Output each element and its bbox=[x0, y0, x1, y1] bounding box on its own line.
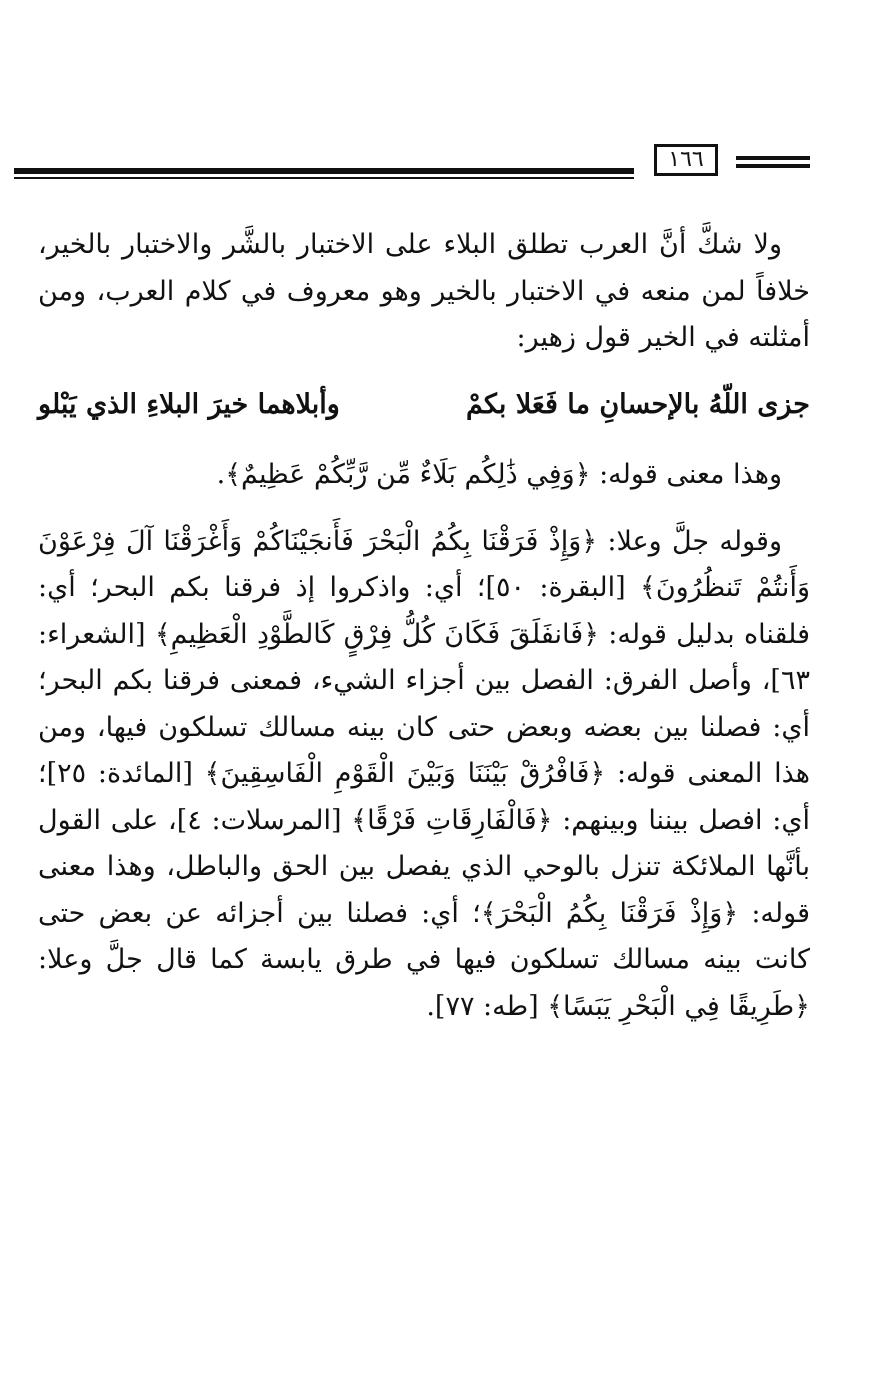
header-rule-thin bbox=[14, 177, 634, 179]
header-rule-short-top bbox=[736, 156, 810, 160]
paragraph-meaning: وهذا معنى قوله: ﴿وَفِي ذَٰلِكُم بَلَاءٌ مِّن رَّبِّكُمْ عَظِيمٌ﴾. bbox=[216, 459, 782, 490]
page-number: ١٦٦ bbox=[654, 144, 718, 176]
poetry-verse bbox=[38, 382, 810, 429]
verse-first-hemistich: جزى اللّهُ بالإحسانِ ما فَعَلا بكمْ bbox=[466, 388, 810, 420]
paragraph-intro: ولا شكَّ أنَّ العرب تطلق البلاء على الاختبار بالشَّر والاختبار بالخير، خلافاً لمن منعه في الاختبار بالخير وهو معروف في كلام العرب، ومن أمثلته في الخير قول زهير: bbox=[38, 229, 810, 353]
verse-second-hemistich: وأبلاهما خيرَ البلاءِ الذي يَبْلو bbox=[38, 388, 340, 420]
paragraph-commentary: وقوله جلَّ وعلا: ﴿وَإِذْ فَرَقْنَا بِكُمُ الْبَحْرَ فَأَنجَيْنَاكُمْ وَأَغْرَقْنَا آلَ فِرْعَوْنَ وَأَنتُمْ تَنظُرُونَ﴾ [البقرة: ٥٠]؛ أي: واذكروا إذ فرقنا بكم البحر؛ أي: فلقناه بدليل قوله: ﴿فَانفَلَقَ فَكَانَ كُلُّ فِرْقٍ كَالطَّوْدِ الْعَظِيمِ﴾ [الشعراء: ٦٣]، وأصل الفرق: الفصل بين أجزاء الشيء، فمعنى فرقنا بكم البحر؛ أي: فصلنا بين بعضه وبعض حتى كان بينه مسالك تسلكون فيها، ومن هذا المعنى قوله: ﴿فَافْرُقْ بَيْنَنَا وَبَيْنَ الْقَوْمِ الْفَاسِقِينَ﴾ [المائدة: ٢٥]؛ أي: افصل بيننا وبينهم: ﴿فَالْفَارِقَاتِ فَرْقًا﴾ [المرسلات: ٤]، على القول بأنَّها الملائكة تنزل بالوحي الذي يفصل بين الحق والباطل، وهذا معنى قوله: ﴿وَإِذْ فَرَقْنَا بِكُمُ الْبَحْرَ﴾؛ أي: فصلنا بين أجزائه عن بعض حتى كانت بينه مسالك تسلكون فيها في طرق يابسة كما قال جلَّ وعلا: ﴿طَرِيقًا فِي الْبَحْرِ يَبَسًا﴾ [طه: ٧٧]. bbox=[38, 525, 810, 1022]
header-rule-thick bbox=[14, 168, 634, 174]
page-body bbox=[38, 222, 810, 1030]
page-header bbox=[14, 140, 810, 184]
header-rule-short-bottom bbox=[736, 164, 810, 168]
